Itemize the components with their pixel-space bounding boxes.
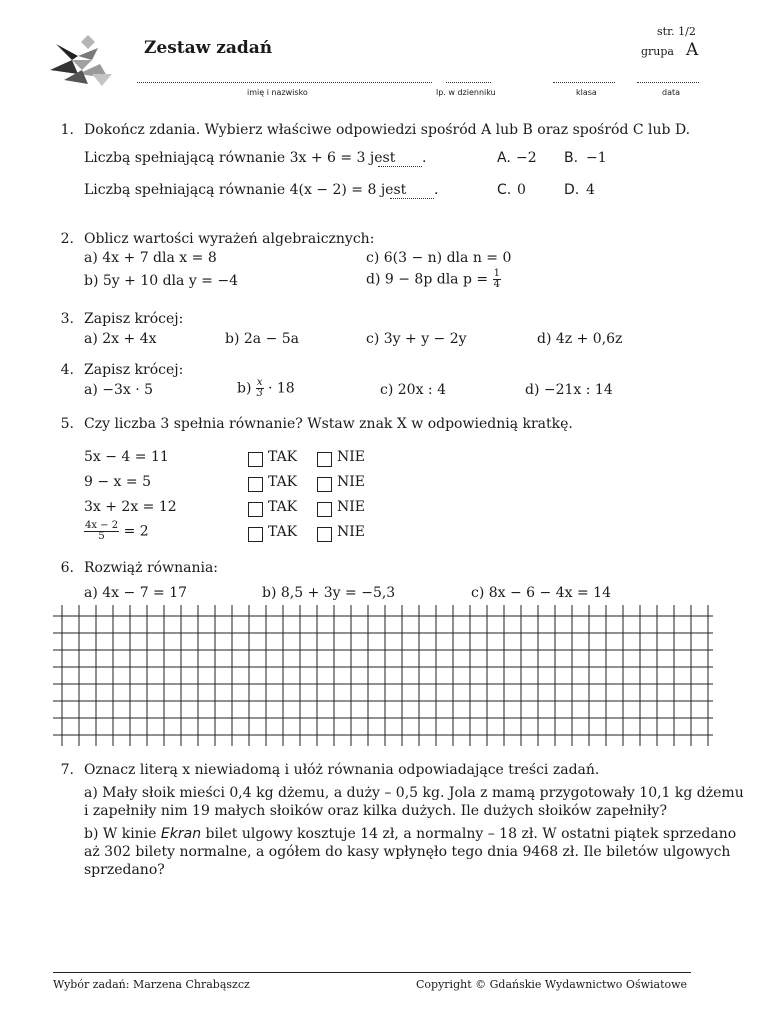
tak-checkbox-4[interactable]: [248, 527, 263, 542]
option-b-label: B.: [564, 150, 579, 166]
task2-instruction: Oblicz wartości wyrażeń algebraicznych:: [84, 231, 375, 247]
task1-answer-blank-2[interactable]: [390, 188, 434, 199]
footer-author: Wybór zadań: Marzena Chrabąszcz: [53, 978, 250, 991]
task7-b-line-2: aż 302 bilety normalne, a ogółem do kasy wpłynęło tego dnia 9468 zł. Ile biletów ulgowych: [84, 844, 731, 860]
fraction: [493, 269, 501, 290]
task3-item-b: b) 2a − 5a: [225, 331, 300, 347]
task2-item-d-text: d) 9 − 8p dla p =: [366, 271, 489, 288]
task1-period-2: .: [434, 182, 439, 198]
nie-label: NIE: [337, 474, 365, 490]
task4-item-b: [237, 378, 295, 399]
cinema-name: Ekran: [160, 826, 202, 842]
fraction-denominator: 3: [256, 388, 263, 399]
task7-b-text-pre: b) W kinie: [84, 826, 157, 842]
nie-checkbox-4[interactable]: [317, 527, 332, 542]
nie-checkbox-2[interactable]: [317, 477, 332, 492]
publisher-logo: [48, 34, 114, 90]
task7-a-line-2: i zapełniły nim 19 małych słoików oraz kilka dużych. Ile dużych słoików zapełniły?: [84, 803, 667, 819]
task4-item-c: c) 20x : 4: [380, 382, 446, 398]
group-value: A: [686, 40, 699, 60]
tak-label: TAK: [268, 449, 298, 465]
task7-b-text-post: bilet ulgowy kosztuje 14 zł, a normalny – 18 zł. W ostatni piątek sprzedano: [205, 826, 737, 842]
task2-item-c: c) 6(3 − n) dla n = 0: [366, 250, 512, 266]
task5-instruction: Czy liczba 3 spełnia równanie? Wstaw znak X w odpowiednią kratkę.: [84, 416, 573, 432]
task4-item-a: a) −3x · 5: [84, 382, 154, 398]
footer-copyright: Copyright © Gdańskie Wydawnictwo Oświatowe: [416, 978, 688, 991]
task3-item-c: c) 3y + y − 2y: [366, 331, 467, 347]
task7-instruction: Oznacz literą x niewiadomą i ułóż równania odpowiadające treści zadań.: [84, 762, 600, 778]
task1-sentence-1: Liczbą spełniającą równanie 3x + 6 = 3 jest: [84, 150, 396, 166]
task7-a-line-1: a) Mały słoik mieści 0,4 kg dżemu, a duży – 0,5 kg. Jola z mamą przygotowały 10,1 kg dżemu: [84, 785, 744, 801]
task1-number: 1.: [60, 122, 74, 138]
task6-item-c: c) 8x − 6 − 4x = 14: [471, 585, 611, 601]
task1-instruction: Dokończ zdania. Wybierz właściwe odpowiedzi spośród A lub B oraz spośród C lub D.: [84, 122, 691, 138]
task1-period-1: .: [422, 150, 427, 166]
fraction-denominator: 5: [98, 531, 105, 542]
tak-label: TAK: [268, 474, 298, 490]
option-d-label: D.: [564, 182, 580, 198]
fraction-numerator: x: [256, 377, 263, 388]
task5-equation-4: [84, 521, 149, 542]
task3-item-a: a) 2x + 4x: [84, 331, 157, 347]
nie-checkbox-3[interactable]: [317, 502, 332, 517]
task5-number: 5.: [60, 416, 74, 432]
nie-checkbox-1[interactable]: [317, 452, 332, 467]
fraction-numerator: 1: [493, 268, 500, 279]
class-field[interactable]: [553, 72, 615, 83]
name-field-label: imię i nazwisko: [247, 88, 308, 97]
nie-label: NIE: [337, 524, 365, 540]
option-c-label: C.: [497, 182, 512, 198]
task7-number: 7.: [60, 762, 74, 778]
task2-number: 2.: [60, 231, 74, 247]
footer-divider: [53, 972, 691, 973]
tak-checkbox-3[interactable]: [248, 502, 263, 517]
task3-instruction: Zapisz krócej:: [84, 311, 184, 327]
class-number-field[interactable]: [446, 72, 491, 83]
task2-item-a: a) 4x + 7 dla x = 8: [84, 250, 217, 266]
fraction: [256, 378, 264, 399]
task4-item-b-rest: · 18: [267, 380, 295, 397]
task5-equation-3: 3x + 2x = 12: [84, 499, 177, 515]
option-b-value: −1: [586, 150, 607, 166]
tak-checkbox-1[interactable]: [248, 452, 263, 467]
class-field-label: klasa: [576, 88, 597, 97]
date-field[interactable]: [637, 72, 699, 83]
option-a-value: −2: [516, 150, 537, 166]
nie-label: NIE: [337, 449, 365, 465]
task1-answer-blank-1[interactable]: [378, 156, 422, 167]
task2-item-b: b) 5y + 10 dla y = −4: [84, 273, 238, 289]
task4-item-d: d) −21x : 14: [525, 382, 613, 398]
task7-b-line-3: sprzedano?: [84, 862, 165, 878]
task6-instruction: Rozwiąż równania:: [84, 560, 219, 576]
answer-grid[interactable]: [53, 605, 713, 746]
group-label: grupa: [641, 45, 674, 58]
task5-equation-2: 9 − x = 5: [84, 474, 151, 490]
date-field-label: data: [662, 88, 681, 97]
nie-label: NIE: [337, 499, 365, 515]
task5-equation-1: 5x − 4 = 11: [84, 449, 169, 465]
task3-item-d: d) 4z + 0,6z: [537, 331, 623, 347]
tak-checkbox-2[interactable]: [248, 477, 263, 492]
page-title: Zestaw zadań: [144, 38, 273, 58]
page-number: str. 1/2: [657, 25, 696, 38]
task6-item-a: a) 4x − 7 = 17: [84, 585, 188, 601]
option-c-value: 0: [517, 182, 526, 198]
name-field[interactable]: [137, 72, 432, 83]
fraction-denominator: 4: [493, 279, 500, 290]
task7-b-line-1: [84, 826, 736, 842]
option-d-value: 4: [586, 182, 595, 198]
option-a-label: A.: [497, 150, 511, 166]
fraction-numerator: 4x − 2: [85, 520, 119, 531]
task6-item-b: b) 8,5 + 3y = −5,3: [262, 585, 396, 601]
task4-number: 4.: [60, 362, 74, 378]
task2-item-d: [366, 269, 501, 290]
task3-number: 3.: [60, 311, 74, 327]
task6-number: 6.: [60, 560, 74, 576]
tak-label: TAK: [268, 499, 298, 515]
class-number-field-label: lp. w dzienniku: [436, 88, 496, 97]
task4-item-b-label: b): [237, 380, 252, 397]
task4-instruction: Zapisz krócej:: [84, 362, 184, 378]
fraction: [84, 521, 119, 542]
task5-equation-4-rest: = 2: [123, 523, 149, 540]
tak-label: TAK: [268, 524, 298, 540]
task1-sentence-2: Liczbą spełniającą równanie 4(x − 2) = 8 jest: [84, 182, 407, 198]
